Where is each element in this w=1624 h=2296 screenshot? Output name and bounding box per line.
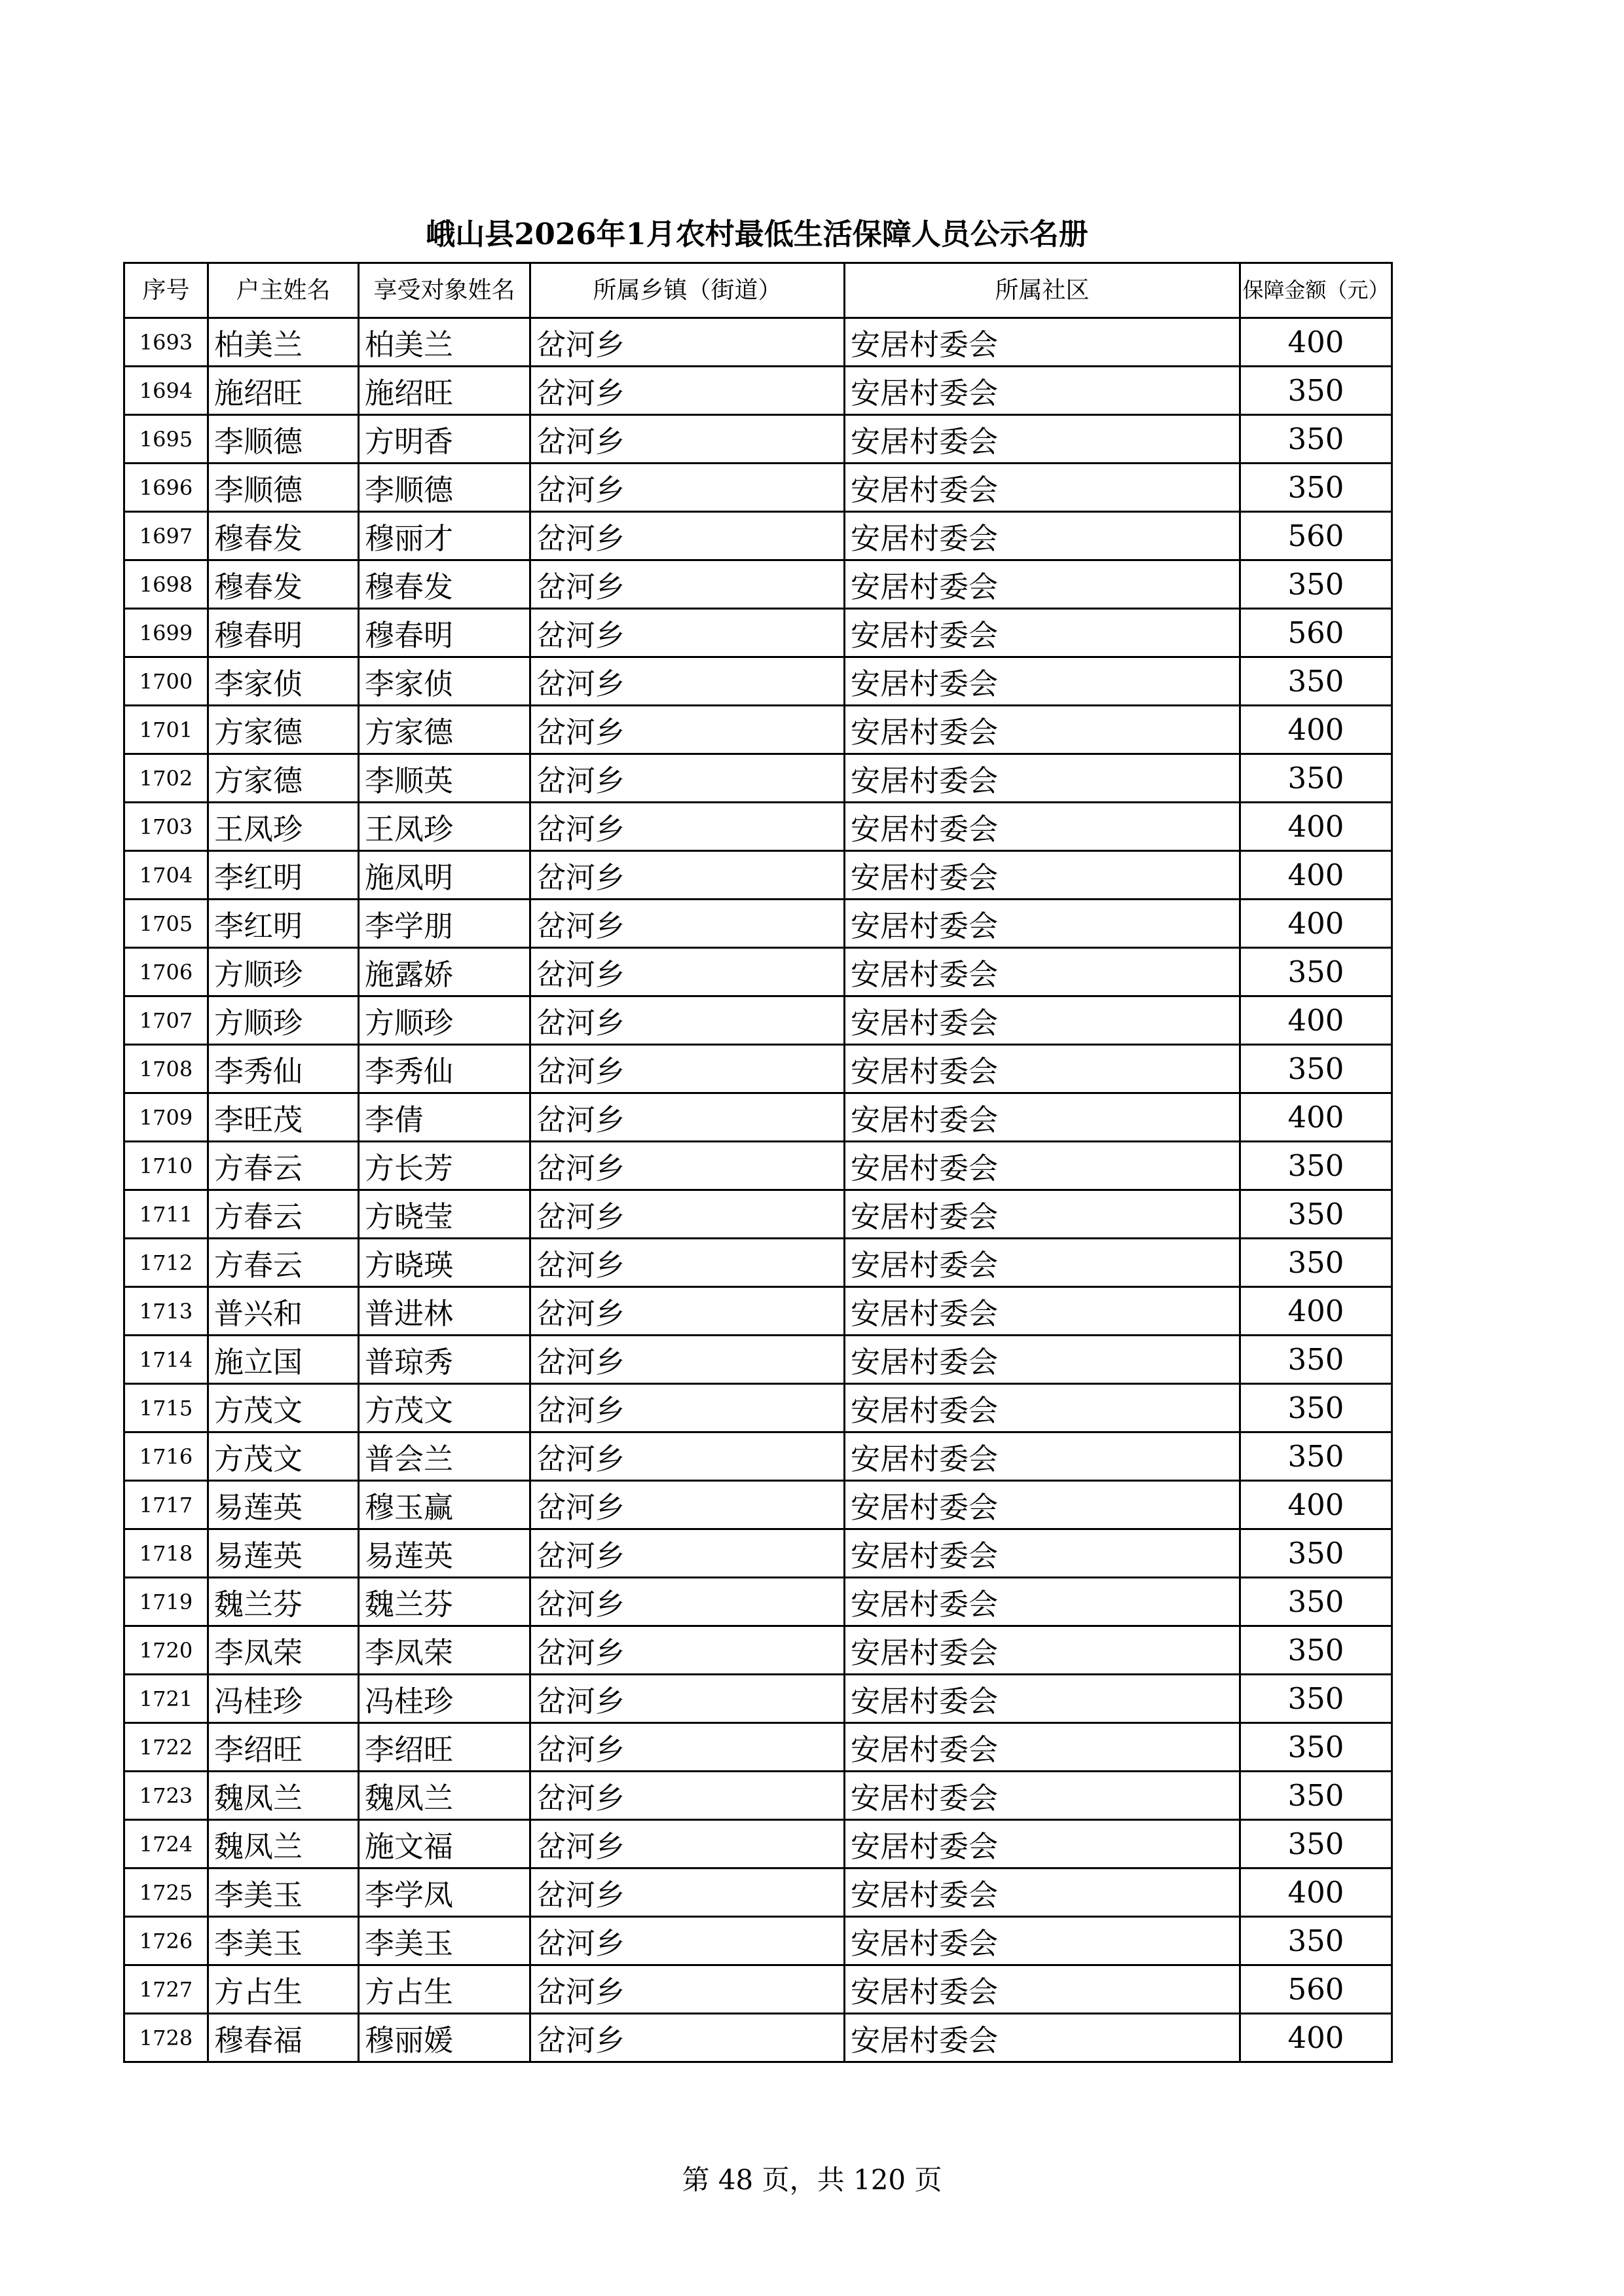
- cell-household-head: 方家德: [208, 754, 359, 803]
- cell-township: 岔河乡: [530, 1481, 845, 1529]
- cell-township: 岔河乡: [530, 415, 845, 464]
- cell-household-head: 方顺珍: [208, 948, 359, 996]
- cell-beneficiary: 李美玉: [359, 1917, 530, 1965]
- cell-community: 安居村委会: [845, 1336, 1240, 1384]
- cell-community: 安居村委会: [845, 1190, 1240, 1239]
- document-title: 峨山县2026年1月农村最低生活保障人员公示名册: [426, 217, 1088, 251]
- cell-beneficiary: 方明香: [359, 415, 530, 464]
- cell-township: 岔河乡: [530, 1384, 845, 1432]
- cell-township: 岔河乡: [530, 754, 845, 803]
- cell-community: 安居村委会: [845, 803, 1240, 851]
- cell-amount: 400: [1240, 706, 1392, 754]
- cell-community: 安居村委会: [845, 754, 1240, 803]
- table-row: [124, 1820, 1392, 1868]
- cell-beneficiary: 易莲英: [359, 1529, 530, 1578]
- cell-household-head: 方家德: [208, 706, 359, 754]
- cell-household-head: 方春云: [208, 1239, 359, 1287]
- cell-community: 安居村委会: [845, 1432, 1240, 1481]
- cell-amount: 560: [1240, 609, 1392, 657]
- table-row: [124, 609, 1392, 657]
- cell-seq: 1712: [124, 1239, 208, 1287]
- cell-amount: 350: [1240, 1142, 1392, 1190]
- cell-seq: 1707: [124, 996, 208, 1045]
- cell-amount: 350: [1240, 1239, 1392, 1287]
- table-row: [124, 1481, 1392, 1529]
- cell-seq: 1702: [124, 754, 208, 803]
- cell-township: 岔河乡: [530, 657, 845, 706]
- cell-township: 岔河乡: [530, 512, 845, 560]
- table-row: [124, 1917, 1392, 1965]
- cell-household-head: 穆春明: [208, 609, 359, 657]
- table-header-row: [124, 263, 1392, 318]
- cell-amount: 400: [1240, 1481, 1392, 1529]
- table-row: [124, 2014, 1392, 2062]
- cell-amount: 350: [1240, 948, 1392, 996]
- cell-beneficiary: 方晓莹: [359, 1190, 530, 1239]
- cell-township: 岔河乡: [530, 1675, 845, 1723]
- cell-seq: 1721: [124, 1675, 208, 1723]
- cell-community: 安居村委会: [845, 464, 1240, 512]
- cell-amount: 350: [1240, 1190, 1392, 1239]
- cell-township: 岔河乡: [530, 1529, 845, 1578]
- cell-beneficiary: 李绍旺: [359, 1723, 530, 1772]
- cell-seq: 1715: [124, 1384, 208, 1432]
- cell-amount: 350: [1240, 1578, 1392, 1626]
- column-header-amount: 保障金额（元）: [1240, 263, 1392, 318]
- cell-community: 安居村委会: [845, 1142, 1240, 1190]
- cell-household-head: 魏兰芬: [208, 1578, 359, 1626]
- cell-household-head: 李旺茂: [208, 1093, 359, 1142]
- cell-beneficiary: 方长芳: [359, 1142, 530, 1190]
- cell-amount: 350: [1240, 1820, 1392, 1868]
- cell-township: 岔河乡: [530, 1772, 845, 1820]
- cell-township: 岔河乡: [530, 1820, 845, 1868]
- cell-township: 岔河乡: [530, 1578, 845, 1626]
- cell-township: 岔河乡: [530, 367, 845, 415]
- roster-table: [123, 262, 1393, 2063]
- cell-township: 岔河乡: [530, 1336, 845, 1384]
- cell-beneficiary: 普会兰: [359, 1432, 530, 1481]
- cell-beneficiary: 李学朋: [359, 900, 530, 948]
- cell-amount: 350: [1240, 560, 1392, 609]
- cell-seq: 1708: [124, 1045, 208, 1093]
- table-row: [124, 803, 1392, 851]
- cell-community: 安居村委会: [845, 1965, 1240, 2014]
- cell-amount: 350: [1240, 1432, 1392, 1481]
- table-row: [124, 1626, 1392, 1675]
- cell-township: 岔河乡: [530, 1045, 845, 1093]
- table-row: [124, 1239, 1392, 1287]
- cell-amount: 350: [1240, 1045, 1392, 1093]
- cell-household-head: 易莲英: [208, 1529, 359, 1578]
- cell-seq: 1728: [124, 2014, 208, 2062]
- cell-community: 安居村委会: [845, 851, 1240, 900]
- cell-amount: 350: [1240, 415, 1392, 464]
- table-row: [124, 851, 1392, 900]
- table-row: [124, 657, 1392, 706]
- cell-household-head: 柏美兰: [208, 318, 359, 367]
- cell-beneficiary: 方占生: [359, 1965, 530, 2014]
- cell-seq: 1705: [124, 900, 208, 948]
- table-body: [124, 318, 1392, 2062]
- cell-township: 岔河乡: [530, 1142, 845, 1190]
- cell-amount: 400: [1240, 1093, 1392, 1142]
- cell-beneficiary: 穆春发: [359, 560, 530, 609]
- cell-township: 岔河乡: [530, 996, 845, 1045]
- table-row: [124, 1578, 1392, 1626]
- column-header-community: 所属社区: [845, 263, 1240, 318]
- table-row: [124, 1287, 1392, 1336]
- cell-township: 岔河乡: [530, 464, 845, 512]
- cell-township: 岔河乡: [530, 1190, 845, 1239]
- cell-township: 岔河乡: [530, 1868, 845, 1917]
- cell-community: 安居村委会: [845, 1578, 1240, 1626]
- cell-seq: 1711: [124, 1190, 208, 1239]
- table-row: [124, 1142, 1392, 1190]
- cell-beneficiary: 方家德: [359, 706, 530, 754]
- cell-amount: 350: [1240, 1723, 1392, 1772]
- table-row: [124, 1529, 1392, 1578]
- cell-beneficiary: 李家侦: [359, 657, 530, 706]
- cell-household-head: 李秀仙: [208, 1045, 359, 1093]
- cell-seq: 1698: [124, 560, 208, 609]
- cell-township: 岔河乡: [530, 706, 845, 754]
- cell-beneficiary: 冯桂珍: [359, 1675, 530, 1723]
- table-row: [124, 1336, 1392, 1384]
- cell-household-head: 李美玉: [208, 1868, 359, 1917]
- cell-seq: 1719: [124, 1578, 208, 1626]
- cell-community: 安居村委会: [845, 1481, 1240, 1529]
- cell-beneficiary: 穆丽才: [359, 512, 530, 560]
- cell-township: 岔河乡: [530, 948, 845, 996]
- cell-seq: 1697: [124, 512, 208, 560]
- cell-seq: 1710: [124, 1142, 208, 1190]
- cell-seq: 1695: [124, 415, 208, 464]
- cell-township: 岔河乡: [530, 900, 845, 948]
- cell-beneficiary: 李倩: [359, 1093, 530, 1142]
- table-row: [124, 1723, 1392, 1772]
- cell-community: 安居村委会: [845, 1723, 1240, 1772]
- column-header-household-head: 户主姓名: [208, 263, 359, 318]
- table-row: [124, 560, 1392, 609]
- table-row: [124, 996, 1392, 1045]
- cell-community: 安居村委会: [845, 367, 1240, 415]
- cell-household-head: 魏凤兰: [208, 1772, 359, 1820]
- cell-township: 岔河乡: [530, 609, 845, 657]
- cell-beneficiary: 魏凤兰: [359, 1772, 530, 1820]
- cell-seq: 1706: [124, 948, 208, 996]
- cell-beneficiary: 施绍旺: [359, 367, 530, 415]
- cell-amount: 400: [1240, 1868, 1392, 1917]
- table-row: [124, 1190, 1392, 1239]
- cell-community: 安居村委会: [845, 560, 1240, 609]
- table-row: [124, 1093, 1392, 1142]
- cell-amount: 400: [1240, 1287, 1392, 1336]
- table-row: [124, 415, 1392, 464]
- column-header-seq: 序号: [124, 263, 208, 318]
- column-header-beneficiary: 享受对象姓名: [359, 263, 530, 318]
- cell-amount: 350: [1240, 464, 1392, 512]
- cell-community: 安居村委会: [845, 948, 1240, 996]
- cell-beneficiary: 穆玉赢: [359, 1481, 530, 1529]
- cell-beneficiary: 方晓瑛: [359, 1239, 530, 1287]
- cell-township: 岔河乡: [530, 1432, 845, 1481]
- cell-beneficiary: 柏美兰: [359, 318, 530, 367]
- cell-community: 安居村委会: [845, 1820, 1240, 1868]
- cell-community: 安居村委会: [845, 512, 1240, 560]
- cell-beneficiary: 王凤珍: [359, 803, 530, 851]
- cell-amount: 350: [1240, 1384, 1392, 1432]
- cell-community: 安居村委会: [845, 1529, 1240, 1578]
- cell-beneficiary: 李秀仙: [359, 1045, 530, 1093]
- table-row: [124, 1965, 1392, 2014]
- cell-beneficiary: 方茂文: [359, 1384, 530, 1432]
- cell-beneficiary: 李顺德: [359, 464, 530, 512]
- table-row: [124, 1045, 1392, 1093]
- cell-household-head: 方顺珍: [208, 996, 359, 1045]
- cell-seq: 1694: [124, 367, 208, 415]
- cell-beneficiary: 普进林: [359, 1287, 530, 1336]
- cell-seq: 1726: [124, 1917, 208, 1965]
- cell-amount: 400: [1240, 318, 1392, 367]
- cell-beneficiary: 李学凤: [359, 1868, 530, 1917]
- cell-amount: 400: [1240, 900, 1392, 948]
- cell-amount: 350: [1240, 657, 1392, 706]
- cell-seq: 1703: [124, 803, 208, 851]
- table-row: [124, 318, 1392, 367]
- table-row: [124, 464, 1392, 512]
- cell-amount: 350: [1240, 367, 1392, 415]
- cell-township: 岔河乡: [530, 1287, 845, 1336]
- cell-community: 安居村委会: [845, 1868, 1240, 1917]
- cell-beneficiary: 施露娇: [359, 948, 530, 996]
- cell-household-head: 方茂文: [208, 1384, 359, 1432]
- cell-township: 岔河乡: [530, 560, 845, 609]
- cell-household-head: 魏凤兰: [208, 1820, 359, 1868]
- cell-amount: 400: [1240, 2014, 1392, 2062]
- cell-seq: 1725: [124, 1868, 208, 1917]
- cell-household-head: 李家侦: [208, 657, 359, 706]
- cell-seq: 1696: [124, 464, 208, 512]
- cell-community: 安居村委会: [845, 1675, 1240, 1723]
- cell-beneficiary: 李凤荣: [359, 1626, 530, 1675]
- cell-amount: 560: [1240, 512, 1392, 560]
- cell-seq: 1714: [124, 1336, 208, 1384]
- cell-household-head: 方茂文: [208, 1432, 359, 1481]
- cell-community: 安居村委会: [845, 1384, 1240, 1432]
- cell-household-head: 普兴和: [208, 1287, 359, 1336]
- cell-seq: 1693: [124, 318, 208, 367]
- cell-amount: 350: [1240, 1336, 1392, 1384]
- cell-seq: 1720: [124, 1626, 208, 1675]
- cell-township: 岔河乡: [530, 851, 845, 900]
- cell-household-head: 冯桂珍: [208, 1675, 359, 1723]
- cell-household-head: 穆春发: [208, 512, 359, 560]
- table-row: [124, 1772, 1392, 1820]
- table-row: [124, 1384, 1392, 1432]
- table-row: [124, 367, 1392, 415]
- cell-beneficiary: 普琼秀: [359, 1336, 530, 1384]
- cell-beneficiary: 方顺珍: [359, 996, 530, 1045]
- cell-amount: 350: [1240, 1917, 1392, 1965]
- cell-household-head: 李红明: [208, 900, 359, 948]
- table-row: [124, 1675, 1392, 1723]
- cell-seq: 1722: [124, 1723, 208, 1772]
- cell-household-head: 李顺德: [208, 415, 359, 464]
- cell-household-head: 易莲英: [208, 1481, 359, 1529]
- cell-seq: 1716: [124, 1432, 208, 1481]
- cell-community: 安居村委会: [845, 1917, 1240, 1965]
- cell-township: 岔河乡: [530, 1626, 845, 1675]
- cell-amount: 350: [1240, 1772, 1392, 1820]
- cell-community: 安居村委会: [845, 1093, 1240, 1142]
- cell-community: 安居村委会: [845, 1045, 1240, 1093]
- cell-amount: 350: [1240, 1675, 1392, 1723]
- cell-township: 岔河乡: [530, 803, 845, 851]
- cell-household-head: 施绍旺: [208, 367, 359, 415]
- cell-household-head: 穆春福: [208, 2014, 359, 2062]
- cell-community: 安居村委会: [845, 1626, 1240, 1675]
- cell-household-head: 李美玉: [208, 1917, 359, 1965]
- cell-amount: 400: [1240, 803, 1392, 851]
- cell-community: 安居村委会: [845, 1287, 1240, 1336]
- cell-beneficiary: 穆丽媛: [359, 2014, 530, 2062]
- cell-community: 安居村委会: [845, 609, 1240, 657]
- page-footer: 第 48 页，共 120 页: [682, 2164, 942, 2196]
- cell-beneficiary: 施凤明: [359, 851, 530, 900]
- cell-seq: 1713: [124, 1287, 208, 1336]
- cell-amount: 350: [1240, 1626, 1392, 1675]
- cell-household-head: 李红明: [208, 851, 359, 900]
- table-row: [124, 948, 1392, 996]
- cell-community: 安居村委会: [845, 706, 1240, 754]
- cell-seq: 1701: [124, 706, 208, 754]
- cell-seq: 1700: [124, 657, 208, 706]
- cell-household-head: 李凤荣: [208, 1626, 359, 1675]
- cell-community: 安居村委会: [845, 1239, 1240, 1287]
- cell-amount: 400: [1240, 851, 1392, 900]
- cell-seq: 1723: [124, 1772, 208, 1820]
- cell-seq: 1718: [124, 1529, 208, 1578]
- cell-household-head: 施立国: [208, 1336, 359, 1384]
- cell-beneficiary: 施文福: [359, 1820, 530, 1868]
- cell-seq: 1699: [124, 609, 208, 657]
- table-row: [124, 754, 1392, 803]
- table-row: [124, 1432, 1392, 1481]
- cell-township: 岔河乡: [530, 1093, 845, 1142]
- cell-amount: 560: [1240, 1965, 1392, 2014]
- cell-seq: 1717: [124, 1481, 208, 1529]
- table-row: [124, 512, 1392, 560]
- cell-beneficiary: 穆春明: [359, 609, 530, 657]
- column-header-township: 所属乡镇（街道）: [530, 263, 845, 318]
- cell-beneficiary: 魏兰芬: [359, 1578, 530, 1626]
- cell-seq: 1704: [124, 851, 208, 900]
- cell-community: 安居村委会: [845, 318, 1240, 367]
- cell-township: 岔河乡: [530, 1965, 845, 2014]
- cell-community: 安居村委会: [845, 415, 1240, 464]
- cell-household-head: 方春云: [208, 1190, 359, 1239]
- cell-township: 岔河乡: [530, 1917, 845, 1965]
- cell-community: 安居村委会: [845, 996, 1240, 1045]
- cell-household-head: 王凤珍: [208, 803, 359, 851]
- cell-community: 安居村委会: [845, 900, 1240, 948]
- cell-beneficiary: 李顺英: [359, 754, 530, 803]
- table-row: [124, 1868, 1392, 1917]
- cell-community: 安居村委会: [845, 657, 1240, 706]
- cell-amount: 350: [1240, 1529, 1392, 1578]
- cell-household-head: 方占生: [208, 1965, 359, 2014]
- cell-community: 安居村委会: [845, 1772, 1240, 1820]
- table-row: [124, 706, 1392, 754]
- cell-seq: 1709: [124, 1093, 208, 1142]
- cell-township: 岔河乡: [530, 1723, 845, 1772]
- cell-township: 岔河乡: [530, 2014, 845, 2062]
- cell-amount: 400: [1240, 996, 1392, 1045]
- cell-household-head: 李绍旺: [208, 1723, 359, 1772]
- cell-household-head: 李顺德: [208, 464, 359, 512]
- cell-seq: 1724: [124, 1820, 208, 1868]
- cell-household-head: 方春云: [208, 1142, 359, 1190]
- cell-seq: 1727: [124, 1965, 208, 2014]
- cell-township: 岔河乡: [530, 1239, 845, 1287]
- cell-community: 安居村委会: [845, 2014, 1240, 2062]
- table-row: [124, 900, 1392, 948]
- cell-amount: 350: [1240, 754, 1392, 803]
- cell-township: 岔河乡: [530, 318, 845, 367]
- cell-household-head: 穆春发: [208, 560, 359, 609]
